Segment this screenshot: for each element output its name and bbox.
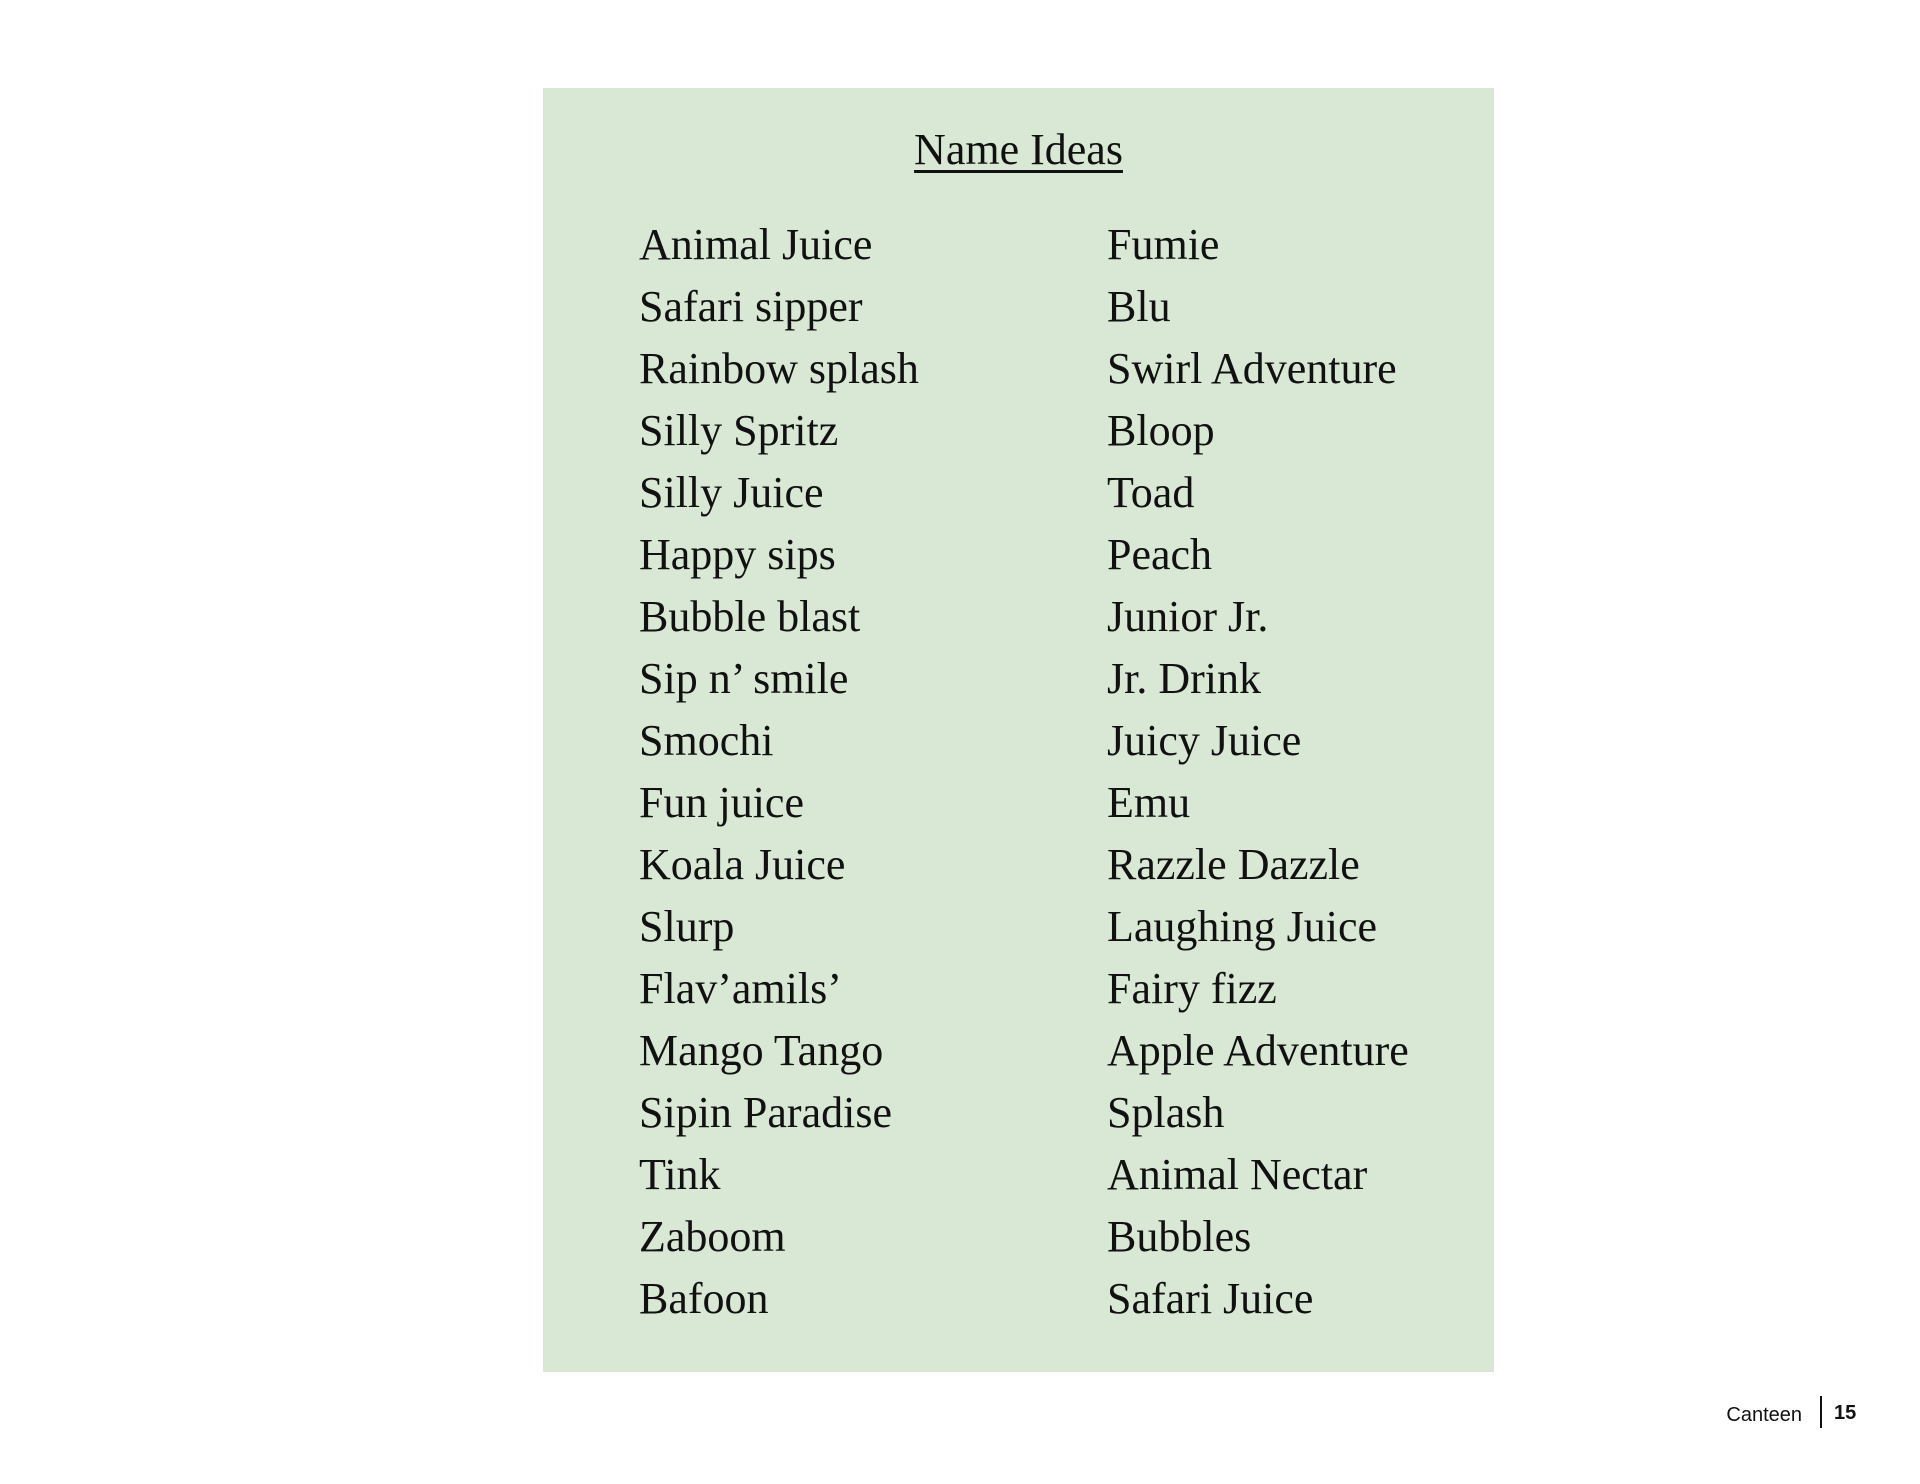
name-item: Sip n’ smile [639, 654, 849, 703]
name-item: Animal Nectar [1107, 1150, 1368, 1199]
name-item: Rainbow splash [639, 344, 919, 393]
name-item: Blu [1107, 282, 1171, 331]
name-item: Swirl Adventure [1107, 344, 1397, 393]
name-item: Apple Adventure [1107, 1026, 1409, 1075]
name-item: Flav’amils’ [639, 964, 842, 1013]
name-item: Bubble blast [639, 592, 861, 641]
name-item: Fairy fizz [1107, 964, 1277, 1013]
name-ideas-card [543, 88, 1494, 1372]
name-item: Koala Juice [639, 840, 846, 889]
name-item: Toad [1107, 468, 1195, 517]
page-number: 15 [1834, 1402, 1857, 1424]
name-item: Safari Juice [1107, 1274, 1314, 1323]
card-title-text: Name Ideas [914, 125, 1123, 174]
name-item: Silly Juice [639, 468, 824, 517]
name-item: Smochi [639, 716, 774, 765]
name-item: Jr. Drink [1107, 654, 1261, 703]
name-item: Laughing Juice [1107, 902, 1378, 951]
name-list-right [1107, 214, 1409, 1330]
name-item: Bafoon [639, 1274, 769, 1323]
name-item: Bubbles [1107, 1212, 1252, 1261]
footer-divider [1820, 1396, 1822, 1428]
card-title [543, 126, 1494, 174]
name-item: Zaboom [639, 1212, 786, 1261]
page-footer [1700, 1396, 1870, 1430]
name-item: Fumie [1107, 220, 1220, 269]
name-item: Tink [639, 1150, 721, 1199]
name-item: Mango Tango [639, 1026, 884, 1075]
name-item: Emu [1107, 778, 1191, 827]
name-item: Bloop [1107, 406, 1215, 455]
name-item: Slurp [639, 902, 735, 951]
name-item: Junior Jr. [1107, 592, 1269, 641]
name-list-left [639, 214, 919, 1330]
name-item: Animal Juice [639, 220, 873, 269]
name-item: Safari sipper [639, 282, 863, 331]
name-item: Happy sips [639, 530, 836, 579]
name-item: Sipin Paradise [639, 1088, 892, 1137]
footer-brand: Canteen [1726, 1404, 1802, 1426]
name-item: Fun juice [639, 778, 804, 827]
name-item: Silly Spritz [639, 406, 839, 455]
name-item: Splash [1107, 1088, 1225, 1137]
name-item: Peach [1107, 530, 1213, 579]
name-item: Razzle Dazzle [1107, 840, 1360, 889]
name-item: Juicy Juice [1107, 716, 1302, 765]
